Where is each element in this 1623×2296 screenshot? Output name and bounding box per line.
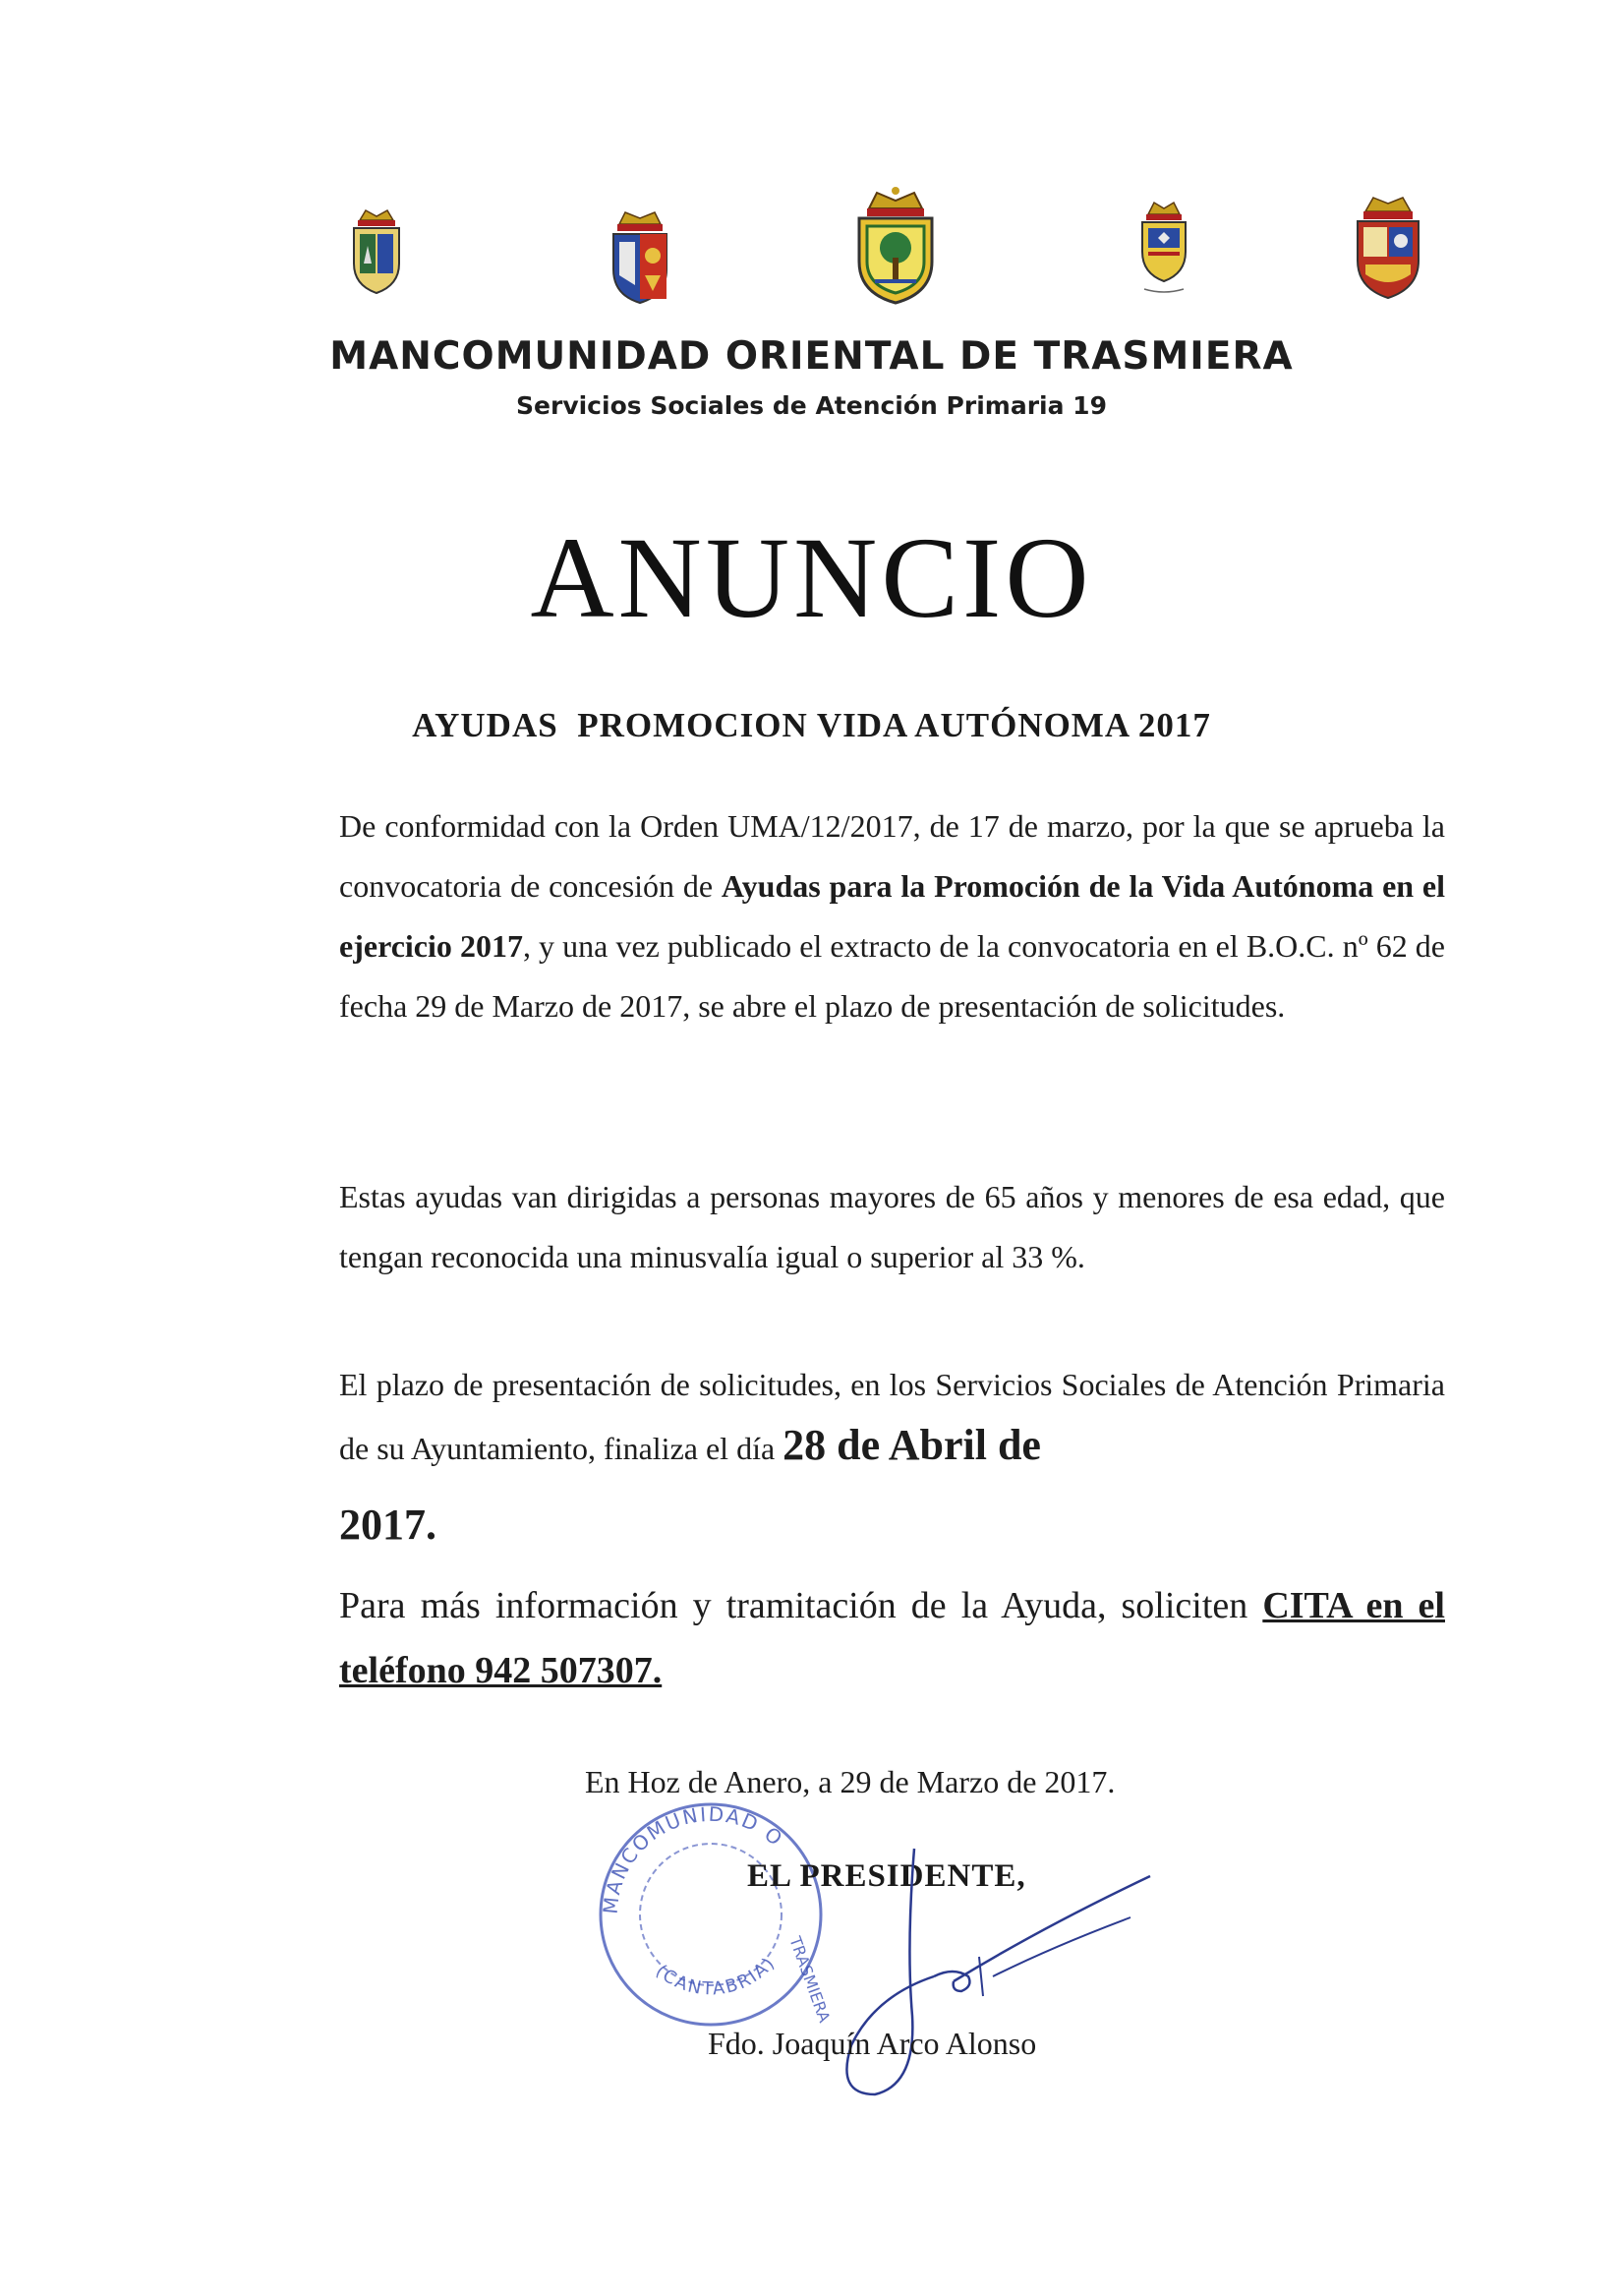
svg-text:(CANTABRIA) — [652, 1953, 781, 2000]
paragraph-1 — [339, 796, 1445, 1036]
signer-name: Fdo. Joaquín Arco Alonso — [708, 2026, 1037, 2061]
handwritten-signature-icon — [796, 1829, 1170, 2109]
place-date: En Hoz de Anero, a 29 de Marzo de 2017. — [585, 1764, 1116, 1799]
stamp-text-right: TRASMIERA — [785, 1933, 834, 2026]
crest-3-icon — [853, 185, 938, 305]
crest-2-icon — [608, 206, 672, 305]
crest-4-icon — [1130, 195, 1197, 297]
document-title: ANUNCIO — [530, 513, 1093, 642]
paragraph-2: Estas ayudas van dirigidas a personas mayores de 65 años y menores de esa edad, que tengan reconocida una minusvalía igual o superior al 33 %. — [339, 1179, 1445, 1274]
paragraph-1-bold: Ayudas para la Promoción de la Vida Autónoma en el ejercicio 2017 — [339, 868, 1446, 964]
paragraph-1-text-b: , y una vez publicado el extracto de la convocatoria en el B.O.C. nº 62 de fecha 29 de Marzo de 2017, se abre el plazo de presentación de solicitudes. — [339, 928, 1446, 1024]
paragraph-1-text-a: De conformidad con la Orden UMA/12/2017, de 17 de marzo, por la que se aprueba la convocatoria de concesión de — [339, 808, 1445, 904]
paragraph-4 — [339, 1573, 1445, 1703]
appointment-phone: CITA en el teléfono 942 507307. — [339, 1585, 1445, 1691]
stamp-text-top: MANCOMUNIDAD O — [598, 1801, 788, 1915]
crest-1-icon — [346, 206, 407, 297]
paragraph-4-text: Para más información y tramitación de la Ayuda, soliciten — [339, 1585, 1263, 1626]
document-subtitle: AYUDAS PROMOCION VIDA AUTÓNOMA 2017 — [412, 706, 1211, 744]
stamp-text-bottom: (CANTABRIA) — [651, 1952, 781, 2000]
organization-name: MANCOMUNIDAD ORIENTAL DE TRASMIERA — [329, 334, 1294, 379]
deadline-year: 2017. — [339, 1501, 436, 1549]
paragraph-3-text: El plazo de presentación de solicitudes, en los Servicios Sociales de Atención Primaria de su Ayuntamiento, finaliza el día — [339, 1367, 1445, 1466]
deadline-date: 28 de Abril de — [783, 1421, 1041, 1469]
crest-5-icon — [1352, 192, 1424, 302]
signatory-role: EL PRESIDENTE, — [747, 1858, 1026, 1894]
department-name: Servicios Sociales de Atención Primaria 19 — [516, 391, 1107, 420]
paragraph-3 — [339, 1355, 1445, 1559]
